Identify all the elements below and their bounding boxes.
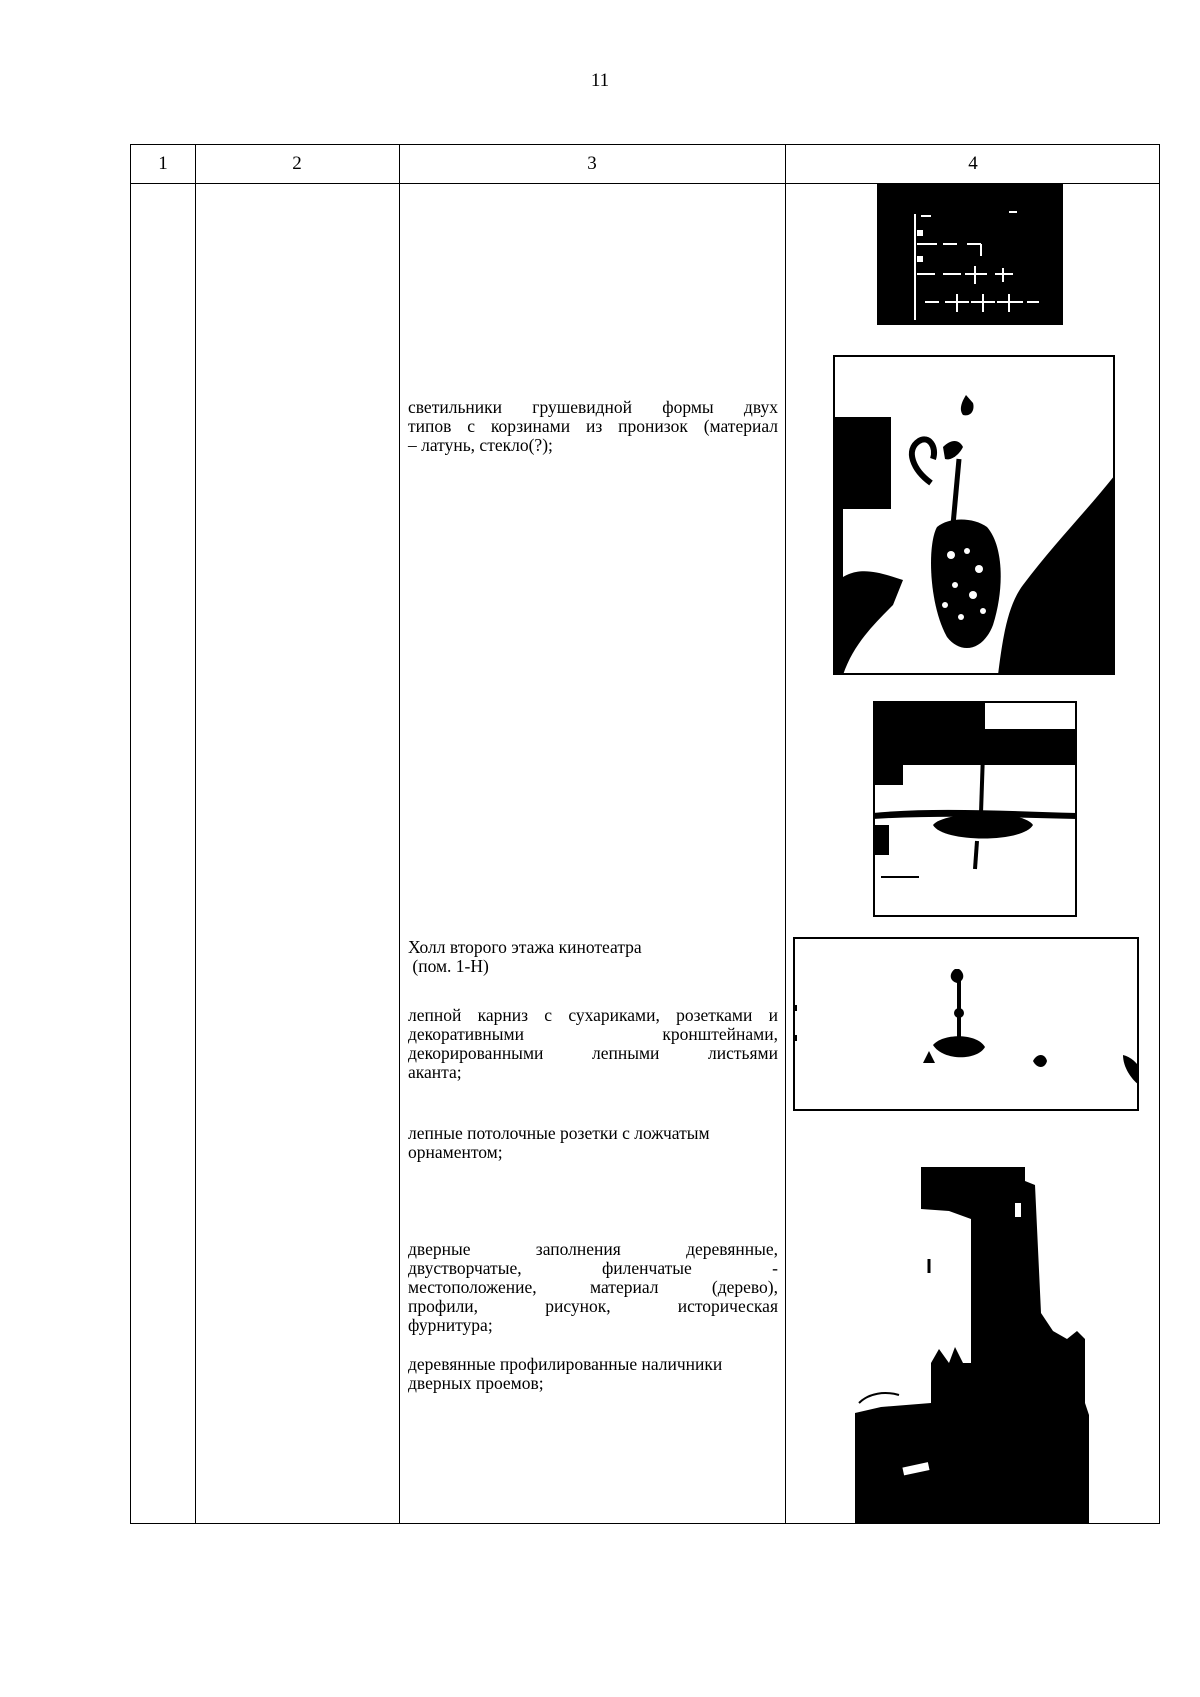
text-line: дверных проемов; bbox=[408, 1373, 544, 1393]
doors-description bbox=[408, 1240, 778, 1335]
casings-description bbox=[408, 1355, 778, 1393]
text-line: декоративными кронштейнами, bbox=[408, 1024, 778, 1044]
column-divider bbox=[785, 145, 786, 1523]
text-line: деревянные профилированные наличники bbox=[408, 1354, 723, 1374]
header-cell-4: 4 bbox=[968, 153, 978, 174]
hall-heading bbox=[408, 938, 778, 976]
text-line: двустворчатые, филенчатые - bbox=[408, 1258, 778, 1278]
text-line: декорированными лепными листьями bbox=[408, 1043, 778, 1063]
text-line: фурнитура; bbox=[408, 1315, 493, 1335]
header-cell-3: 3 bbox=[587, 153, 597, 174]
lamps-description bbox=[408, 398, 778, 455]
ceiling-rosette-photo bbox=[793, 937, 1139, 1111]
text-line: типов с корзинами из пронизок (материал bbox=[408, 416, 778, 436]
text-line: лепные потолочные розетки с ложчатым bbox=[408, 1123, 710, 1143]
text-line: – латунь, стекло(?); bbox=[408, 435, 553, 455]
text-line: светильники грушевидной формы двух bbox=[408, 397, 778, 417]
hall-title: Холл второго этажа кинотеатра bbox=[408, 937, 642, 957]
text-line: местоположение, материал (дерево), bbox=[408, 1277, 778, 1297]
cornice-description bbox=[408, 1006, 778, 1082]
column-divider bbox=[399, 145, 400, 1523]
text-line: орнаментом; bbox=[408, 1142, 503, 1162]
header-cell-2: 2 bbox=[292, 153, 302, 174]
door-photo bbox=[855, 1163, 1089, 1523]
text-line: аканта; bbox=[408, 1062, 462, 1082]
ceiling-grid-photo bbox=[877, 184, 1063, 325]
text-line: дверные заполнения деревянные, bbox=[408, 1239, 778, 1259]
lamp-second-type-photo bbox=[873, 701, 1077, 917]
hall-room: (пом. 1-Н) bbox=[408, 956, 489, 976]
text-line: лепной карниз с сухариками, розетками и bbox=[408, 1005, 778, 1025]
header-cell-1: 1 bbox=[158, 153, 168, 174]
pear-lamp-photo bbox=[833, 355, 1115, 675]
page-number: 11 bbox=[590, 70, 610, 91]
text-line: профили, рисунок, историческая bbox=[408, 1296, 778, 1316]
rosettes-description bbox=[408, 1124, 778, 1162]
column-divider bbox=[195, 145, 196, 1523]
